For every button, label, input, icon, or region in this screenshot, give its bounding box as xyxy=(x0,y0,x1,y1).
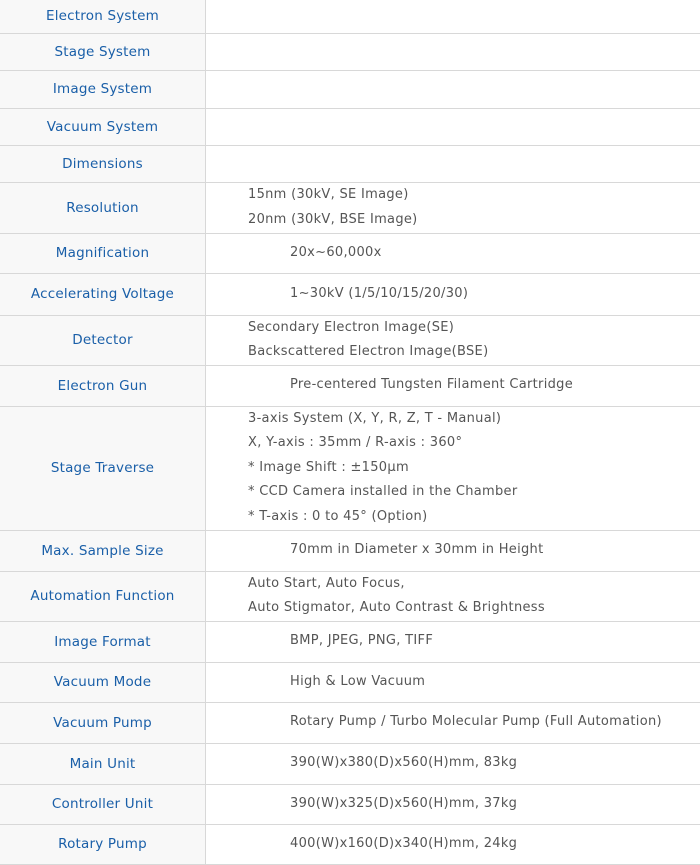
spec-value-line: Rotary Pump / Turbo Molecular Pump (Full Automation) xyxy=(290,710,700,735)
spec-value xyxy=(206,406,700,530)
spec-label: Electron Gun xyxy=(0,365,206,406)
spec-row xyxy=(0,743,700,784)
spec-value xyxy=(206,273,700,315)
spec-label: Controller Unit xyxy=(0,784,206,824)
spec-row xyxy=(0,315,700,365)
spec-label: Image System xyxy=(0,70,206,108)
spec-value-line: * T-axis : 0 to 45° (Option) xyxy=(248,505,700,530)
spec-label: Automation Function xyxy=(0,571,206,621)
spec-label: Max. Sample Size xyxy=(0,530,206,571)
spec-value-line: Backscattered Electron Image(BSE) xyxy=(248,340,700,365)
spec-label: Dimensions xyxy=(0,145,206,182)
spec-row xyxy=(0,530,700,571)
spec-value-line: 390(W)x325(D)x560(H)mm, 37kg xyxy=(290,792,700,817)
spec-row xyxy=(0,233,700,273)
spec-value-line: 1~30kV (1/5/10/15/20/30) xyxy=(290,282,700,307)
spec-value xyxy=(206,33,700,70)
spec-value xyxy=(206,824,700,864)
spec-label: Vacuum Mode xyxy=(0,662,206,702)
spec-value-line: High & Low Vacuum xyxy=(290,670,700,695)
spec-row xyxy=(0,0,700,33)
spec-label: Detector xyxy=(0,315,206,365)
spec-label: Resolution xyxy=(0,182,206,233)
spec-label: Vacuum Pump xyxy=(0,702,206,743)
spec-value xyxy=(206,530,700,571)
spec-row xyxy=(0,108,700,145)
spec-row xyxy=(0,571,700,621)
spec-row xyxy=(0,406,700,530)
spec-value-line: 400(W)x160(D)x340(H)mm, 24kg xyxy=(290,832,700,857)
spec-label: Accelerating Voltage xyxy=(0,273,206,315)
spec-row xyxy=(0,621,700,662)
spec-value-line: Auto Stigmator, Auto Contrast & Brightness xyxy=(248,596,700,621)
spec-value xyxy=(206,315,700,365)
spec-row xyxy=(0,182,700,233)
spec-row xyxy=(0,702,700,743)
spec-value-line: 70mm in Diameter x 30mm in Height xyxy=(290,538,700,563)
spec-label: Electron System xyxy=(0,0,206,33)
spec-row xyxy=(0,365,700,406)
spec-row xyxy=(0,784,700,824)
spec-row xyxy=(0,273,700,315)
spec-value-line: * CCD Camera installed in the Chamber xyxy=(248,480,700,505)
spec-value-line: * Image Shift : ±150μm xyxy=(248,456,700,481)
spec-value-line: 3-axis System (X, Y, R, Z, T - Manual) xyxy=(248,407,700,432)
spec-label: Magnification xyxy=(0,233,206,273)
spec-value xyxy=(206,70,700,108)
spec-row xyxy=(0,662,700,702)
spec-value xyxy=(206,662,700,702)
spec-label: Image Format xyxy=(0,621,206,662)
spec-value xyxy=(206,702,700,743)
spec-value-line: 390(W)x380(D)x560(H)mm, 83kg xyxy=(290,751,700,776)
spec-value xyxy=(206,108,700,145)
spec-value xyxy=(206,0,700,33)
spec-value-line: Pre-centered Tungsten Filament Cartridge xyxy=(290,373,700,398)
spec-value xyxy=(206,621,700,662)
spec-row xyxy=(0,70,700,108)
spec-value xyxy=(206,743,700,784)
spec-value xyxy=(206,145,700,182)
spec-value xyxy=(206,182,700,233)
spec-label: Rotary Pump xyxy=(0,824,206,864)
spec-value-line: 15nm (30kV, SE Image) xyxy=(248,183,700,208)
spec-label: Stage System xyxy=(0,33,206,70)
spec-value xyxy=(206,365,700,406)
spec-value-line: BMP, JPEG, PNG, TIFF xyxy=(290,629,700,654)
spec-value-line: X, Y-axis : 35mm / R-axis : 360° xyxy=(248,431,700,456)
spec-value-line: 20x~60,000x xyxy=(290,241,700,266)
spec-value xyxy=(206,233,700,273)
spec-row xyxy=(0,145,700,182)
spec-label: Vacuum System xyxy=(0,108,206,145)
spec-value-line: Auto Start, Auto Focus, xyxy=(248,572,700,597)
spec-value-line: Secondary Electron Image(SE) xyxy=(248,316,700,341)
spec-row xyxy=(0,33,700,70)
spec-row xyxy=(0,824,700,864)
spec-value-line: 20nm (30kV, BSE Image) xyxy=(248,208,700,233)
spec-label: Stage Traverse xyxy=(0,406,206,530)
spec-value xyxy=(206,571,700,621)
spec-value xyxy=(206,784,700,824)
spec-label: Main Unit xyxy=(0,743,206,784)
